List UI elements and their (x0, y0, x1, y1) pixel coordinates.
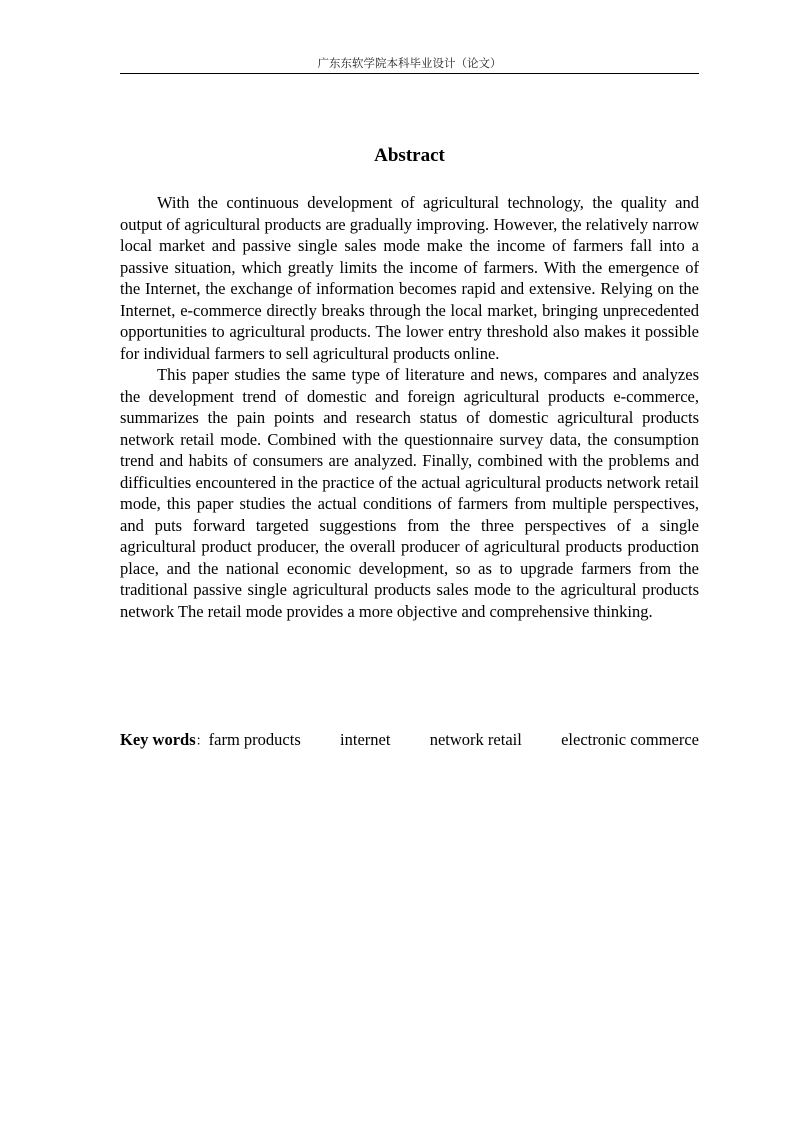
abstract-paragraph-2: This paper studies the same type of literature and news, compares and analyzes the development trend of domestic and foreign agricultural products e-commerce, summarizes the pain points and research status of domestic agricultural products network retail mode. Combined with the questionnaire survey data, the consumption trend and habits of consumers are analyzed. Finally, combined with the problems and difficulties encountered in the practice of the actual agricultural products network retail mode, this paper studies the actual conditions of farmers from multiple perspectives, and puts forward targeted suggestions from the three perspectives of a single agricultural product producer, the overall producer of agricultural products production place, and the national economic development, so as to upgrade farmers from the traditional passive single agricultural products sales mode to the agricultural products network The retail mode provides a more objective and comprehensive thinking. (120, 365, 699, 621)
abstract-paragraph-1: With the continuous development of agricultural technology, the quality and output of agricultural products are gradually improving. However, the relatively narrow local market and passive single sales mode make the income of farmers fall into a passive situation, which greatly limits the income of farmers. With the emergence of the Internet, the exchange of information becomes rapid and extensive. Relying on the Internet, e-commerce directly breaks through the local market, bringing unprecedented opportunities to agricultural products. The lower entry threshold also makes it possible for individual farmers to sell agricultural products online. (120, 193, 699, 363)
keyword-item: network retail (429, 730, 522, 749)
keywords-label: Key words (120, 730, 196, 749)
keyword-item: electronic commerce (561, 730, 699, 749)
abstract-title: Abstract (374, 145, 445, 166)
page-header: 广东东软学院本科毕业设计（论文） (317, 56, 502, 70)
keywords-lead (120, 729, 301, 753)
abstract-body (120, 192, 699, 622)
keyword-item: farm products (208, 730, 301, 749)
header-rule (120, 73, 699, 74)
keywords-line (120, 729, 699, 753)
keywords-separator: ： (195, 734, 209, 749)
keyword-item: internet (340, 730, 391, 749)
